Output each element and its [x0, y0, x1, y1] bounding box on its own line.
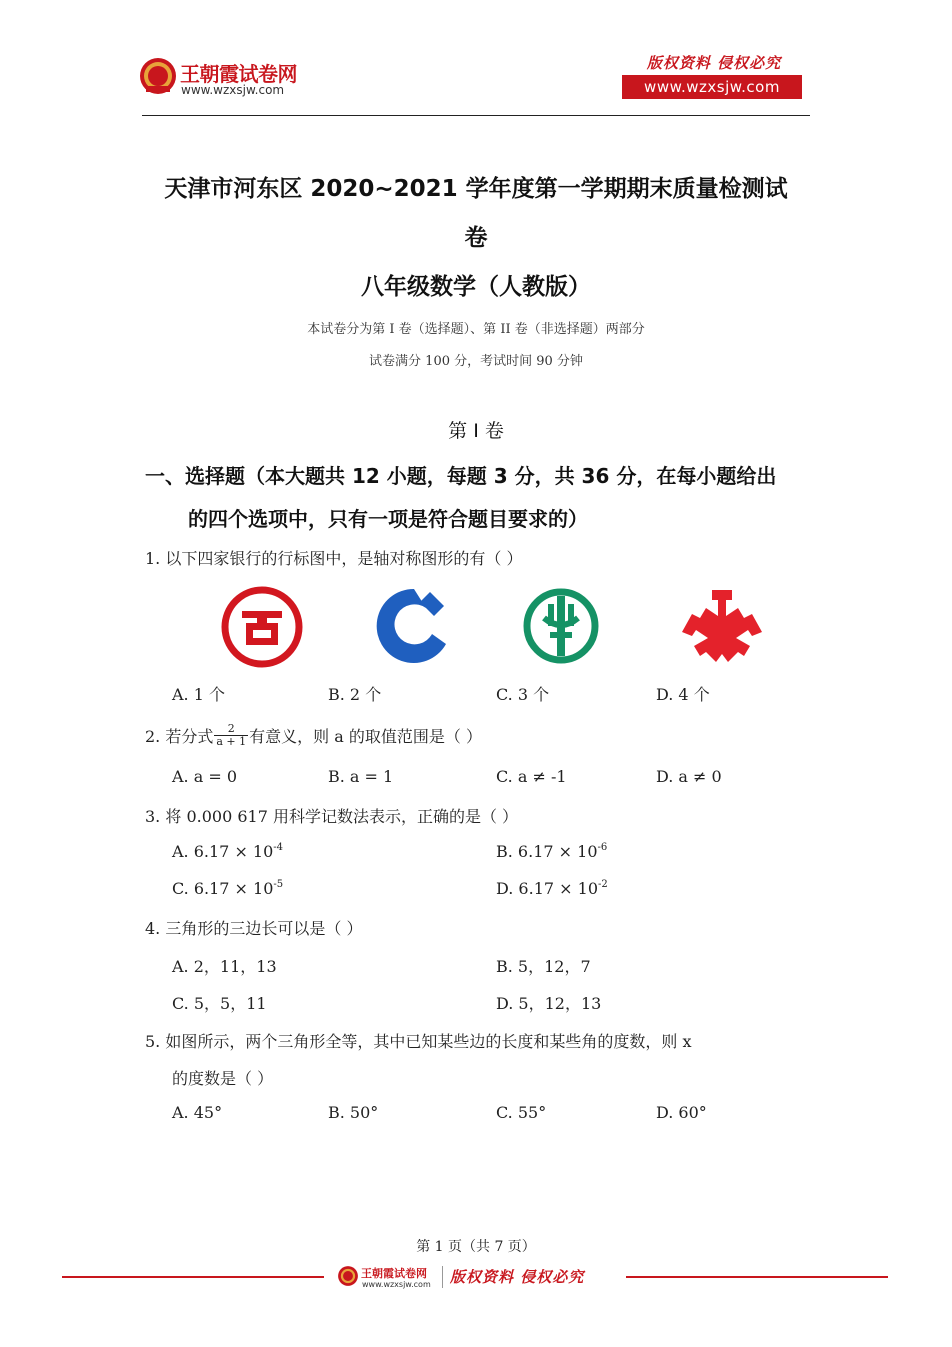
question-5-stem-line2: 的度数是（ ）: [172, 1069, 274, 1088]
question-4-option-a[interactable]: A. 2，11，13: [172, 957, 277, 976]
ccb-logo-icon: [374, 586, 452, 666]
part-heading: 第 I 卷: [448, 420, 504, 442]
brand-logo-icon: [138, 56, 178, 96]
option-base: C. 6.17 × 10: [172, 879, 274, 898]
footer-line-left: [62, 1276, 324, 1278]
question-2-stem-post: 有意义，则 a 的取值范围是（ ）: [249, 726, 482, 746]
fraction-numerator: 2: [214, 723, 248, 736]
question-4-option-c[interactable]: C. 5，5，11: [172, 994, 267, 1013]
header-url-box[interactable]: www.wzxsjw.com: [622, 75, 802, 99]
header-slogan: 版权资料 侵权必究: [646, 54, 782, 72]
option-exponent: -2: [598, 879, 608, 890]
question-3-option-c[interactable]: [172, 879, 283, 898]
question-2-stem: [145, 718, 482, 752]
question-1-option-c[interactable]: C. 3 个: [496, 685, 550, 704]
question-5-option-c[interactable]: C. 55°: [496, 1103, 547, 1122]
question-1-option-d[interactable]: D. 4 个: [656, 685, 710, 704]
footer-separator: [442, 1266, 443, 1288]
question-2-option-d[interactable]: D. a ≠ 0: [656, 767, 722, 786]
question-2-option-a[interactable]: A. a = 0: [172, 767, 238, 786]
question-3-option-d[interactable]: [496, 879, 608, 898]
question-2-fraction: [214, 723, 248, 748]
exam-title-line1: 天津市河东区 2020~2021 学年度第一学期期末质量检测试: [164, 176, 788, 202]
exam-note-1: 本试卷分为第 I 卷（选择题）、第 II 卷（非选择题）两部分: [307, 322, 645, 337]
option-base: A. 6.17 × 10: [172, 842, 274, 861]
section-heading-line1: 一、选择题（本大题共 12 小题，每题 3 分，共 36 分，在每小题给出: [145, 464, 777, 488]
option-exponent: -6: [597, 842, 608, 853]
exam-subtitle: 八年级数学（人教版）: [361, 274, 591, 300]
option-exponent: -4: [273, 842, 284, 853]
question-5-option-d[interactable]: D. 60°: [656, 1103, 707, 1122]
header-url[interactable]: www.wzxsjw.com: [181, 83, 285, 97]
question-2-stem-pre: 2. 若分式: [145, 726, 214, 746]
header-divider: [142, 115, 810, 116]
question-5-option-b[interactable]: B. 50°: [328, 1103, 379, 1122]
footer-logo-icon: [337, 1265, 359, 1287]
question-2-option-b[interactable]: B. a = 1: [328, 767, 394, 786]
question-4-stem: 4. 三角形的三边长可以是（ ）: [145, 919, 363, 938]
footer-brand: 王朝霞试卷网: [361, 1267, 427, 1280]
question-4-option-d[interactable]: D. 5，12，13: [496, 994, 602, 1013]
question-4-option-b[interactable]: B. 5，12，7: [496, 957, 591, 976]
exam-note-2: 试卷满分 100 分，考试时间 90 分钟: [369, 354, 583, 369]
cmb-logo-icon: [678, 586, 766, 666]
exam-title-line2: 卷: [464, 225, 488, 251]
question-1-stem: 1. 以下四家银行的行标图中，是轴对称图形的有（ ）: [145, 549, 523, 568]
question-1-option-b[interactable]: B. 2 个: [328, 685, 382, 704]
question-5-option-a[interactable]: A. 45°: [172, 1103, 223, 1122]
question-1-option-a[interactable]: A. 1 个: [172, 685, 225, 704]
fraction-denominator: a + 1: [216, 734, 247, 748]
abc-logo-icon: [522, 586, 600, 666]
question-5-stem-line1: 5. 如图所示，两个三角形全等，其中已知某些边的长度和某些角的度数，则 x: [145, 1032, 692, 1051]
section-heading-line2: 的四个选项中，只有一项是符合题目要求的）: [188, 507, 588, 531]
footer-line-right: [626, 1276, 888, 1278]
footer-url[interactable]: www.wzxsjw.com: [362, 1280, 431, 1289]
header-brand: 王朝霞试卷网: [180, 62, 297, 86]
question-3-option-a[interactable]: [172, 842, 283, 861]
option-exponent: -5: [273, 879, 284, 890]
icbc-logo-icon: [220, 585, 304, 669]
question-2-option-c[interactable]: C. a ≠ -1: [496, 767, 567, 786]
question-3-stem: 3. 将 0.000 617 用科学记数法表示，正确的是（ ）: [145, 807, 519, 826]
footer-slogan: 版权资料 侵权必究: [450, 1268, 585, 1286]
option-base: B. 6.17 × 10: [496, 842, 598, 861]
page-number: 第 1 页（共 7 页）: [416, 1239, 536, 1255]
question-3-option-b[interactable]: [496, 842, 607, 861]
option-base: D. 6.17 × 10: [496, 879, 598, 898]
